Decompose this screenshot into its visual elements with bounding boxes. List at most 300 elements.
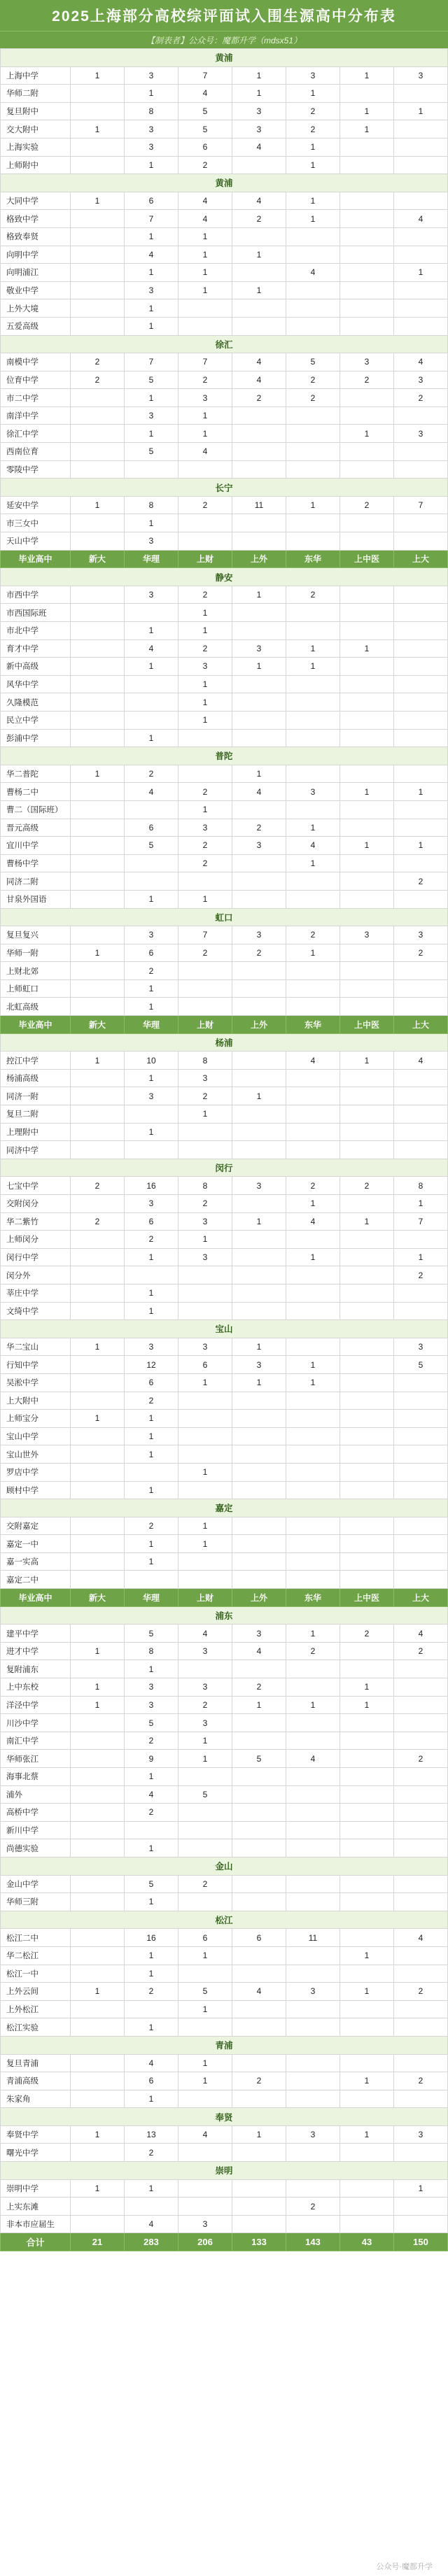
count-cell: 1 (340, 66, 394, 85)
header-cell: 新大 (71, 1016, 125, 1034)
count-cell (394, 890, 448, 908)
count-cell (394, 85, 448, 103)
school-row (1, 1821, 448, 1839)
count-cell (71, 299, 125, 318)
count-cell (286, 406, 340, 425)
count-cell (286, 604, 340, 622)
count-cell (340, 1571, 394, 1589)
school-name: 曹杨二中 (1, 783, 71, 801)
count-cell: 7 (178, 926, 232, 944)
count-cell (394, 604, 448, 622)
district-label: 长宁 (1, 479, 448, 497)
count-cell (178, 532, 232, 551)
count-cell (394, 1481, 448, 1499)
count-cell (286, 675, 340, 693)
count-cell (71, 890, 125, 908)
count-cell (232, 1732, 286, 1750)
count-cell: 2 (178, 496, 232, 514)
school-name: 上财北郊 (1, 962, 71, 980)
count-cell (286, 227, 340, 246)
count-cell (71, 1195, 125, 1213)
school-name: 大同中学 (1, 192, 71, 210)
count-cell: 1 (286, 138, 340, 156)
count-cell (178, 1481, 232, 1499)
school-row (1, 1123, 448, 1141)
count-cell (286, 1714, 340, 1732)
school-row (1, 2215, 448, 2233)
school-row (1, 227, 448, 246)
count-cell: 9 (125, 1750, 178, 1768)
count-cell (125, 693, 178, 712)
school-row (1, 711, 448, 729)
school-name: 新中高级 (1, 658, 71, 676)
count-cell (71, 1965, 125, 1983)
count-cell (232, 1517, 286, 1535)
count-cell: 1 (286, 819, 340, 837)
school-row (1, 85, 448, 103)
school-row (1, 1929, 448, 1947)
total-cell: 133 (232, 2233, 286, 2251)
school-name: 向明中学 (1, 246, 71, 264)
count-cell: 4 (178, 1625, 232, 1643)
count-cell: 1 (125, 1248, 178, 1266)
count-cell (286, 729, 340, 747)
count-cell: 1 (71, 1410, 125, 1428)
count-cell: 3 (178, 2215, 232, 2233)
count-cell: 3 (178, 1248, 232, 1266)
count-cell: 2 (178, 1696, 232, 1714)
count-cell: 4 (232, 1983, 286, 2001)
school-name: 交大附中 (1, 120, 71, 139)
school-name: 晋元高级 (1, 819, 71, 837)
count-cell (178, 1552, 232, 1571)
page-subtitle: 【制表者】公众号：魔都升学（mdsx51） (0, 31, 448, 48)
count-cell: 1 (340, 1983, 394, 2001)
count-cell: 1 (394, 102, 448, 120)
count-cell: 1 (232, 1087, 286, 1105)
count-cell (394, 246, 448, 264)
count-cell: 2 (178, 639, 232, 658)
school-row (1, 1356, 448, 1374)
count-cell (71, 210, 125, 228)
count-cell (232, 800, 286, 819)
school-name: 上海中学 (1, 66, 71, 85)
count-cell: 2 (394, 944, 448, 962)
school-name: 建平中学 (1, 1625, 71, 1643)
count-cell (232, 2144, 286, 2162)
count-cell (232, 1821, 286, 1839)
count-cell (232, 1965, 286, 1983)
count-cell (394, 1552, 448, 1571)
count-cell: 5 (178, 1983, 232, 2001)
count-cell: 1 (71, 192, 125, 210)
count-cell (394, 1965, 448, 1983)
count-cell: 1 (394, 1195, 448, 1213)
count-cell (178, 1768, 232, 1786)
count-cell (71, 998, 125, 1016)
school-row (1, 1839, 448, 1857)
district-row (1, 479, 448, 497)
count-cell (394, 1284, 448, 1302)
school-name: 华师一附 (1, 944, 71, 962)
count-cell (286, 1284, 340, 1302)
count-cell: 5 (125, 371, 178, 389)
count-cell (340, 1768, 394, 1786)
count-cell: 3 (125, 586, 178, 604)
school-name: 南模中学 (1, 353, 71, 371)
school-name: 华师三附 (1, 1893, 71, 1911)
school-name: 甘泉外国语 (1, 890, 71, 908)
count-cell: 4 (286, 264, 340, 282)
school-name: 华二普陀 (1, 765, 71, 783)
count-cell (71, 1785, 125, 1804)
count-cell (178, 1392, 232, 1410)
count-cell (286, 1804, 340, 1822)
count-cell (178, 460, 232, 479)
count-cell (286, 1785, 340, 1804)
count-cell (71, 1768, 125, 1786)
count-cell (340, 264, 394, 282)
count-cell (340, 622, 394, 640)
count-cell (286, 317, 340, 335)
school-name: 风华中学 (1, 675, 71, 693)
count-cell (286, 2000, 340, 2018)
count-cell: 3 (394, 66, 448, 85)
count-cell: 1 (125, 425, 178, 443)
school-row (1, 819, 448, 837)
count-cell (394, 998, 448, 1016)
count-cell (71, 281, 125, 299)
count-cell (340, 800, 394, 819)
school-name: 顾村中学 (1, 1481, 71, 1499)
count-cell (394, 1410, 448, 1428)
header-cell: 东华 (286, 1016, 340, 1034)
school-row (1, 1678, 448, 1697)
count-cell (125, 1463, 178, 1481)
count-cell: 1 (125, 264, 178, 282)
count-cell (394, 800, 448, 819)
school-name: 民立中学 (1, 711, 71, 729)
count-cell (394, 227, 448, 246)
count-cell (178, 1410, 232, 1428)
count-cell: 1 (232, 1338, 286, 1356)
count-cell: 2 (178, 1875, 232, 1893)
count-cell: 1 (71, 1052, 125, 1070)
count-cell (71, 1552, 125, 1571)
school-row (1, 1463, 448, 1481)
count-cell: 1 (71, 1983, 125, 2001)
school-name: 延安中学 (1, 496, 71, 514)
count-cell (71, 711, 125, 729)
count-cell: 4 (232, 783, 286, 801)
school-row (1, 1212, 448, 1231)
count-cell (286, 1266, 340, 1285)
count-cell (340, 1141, 394, 1159)
count-cell (340, 729, 394, 747)
count-cell: 1 (178, 227, 232, 246)
school-name: 华师张江 (1, 1750, 71, 1768)
count-cell (340, 227, 394, 246)
count-cell: 1 (340, 1696, 394, 1714)
school-row (1, 1392, 448, 1410)
count-cell (71, 2072, 125, 2090)
count-cell (394, 2144, 448, 2162)
count-cell (71, 1893, 125, 1911)
count-cell (71, 1732, 125, 1750)
count-cell (71, 264, 125, 282)
count-cell (71, 1714, 125, 1732)
count-cell (340, 819, 394, 837)
count-cell: 1 (178, 1535, 232, 1553)
count-cell (232, 1195, 286, 1213)
count-cell: 3 (232, 926, 286, 944)
school-row (1, 156, 448, 174)
count-cell: 1 (125, 1481, 178, 1499)
school-name: 上外云间 (1, 1983, 71, 2001)
count-cell: 1 (125, 299, 178, 318)
count-cell: 1 (125, 890, 178, 908)
school-name: 青浦高级 (1, 2072, 71, 2090)
count-cell (71, 729, 125, 747)
count-cell (340, 299, 394, 318)
school-row (1, 1893, 448, 1911)
district-label: 嘉定 (1, 1499, 448, 1517)
school-name: 市三女中 (1, 514, 71, 532)
school-row (1, 1732, 448, 1750)
count-cell (178, 1302, 232, 1320)
count-cell: 8 (125, 102, 178, 120)
count-cell (71, 1481, 125, 1499)
school-row (1, 765, 448, 783)
count-cell (286, 1463, 340, 1481)
count-cell (71, 156, 125, 174)
count-cell: 7 (125, 210, 178, 228)
count-cell (71, 425, 125, 443)
count-cell (340, 317, 394, 335)
count-cell (286, 1123, 340, 1141)
count-cell (394, 1373, 448, 1392)
header-cell: 上财 (178, 1016, 232, 1034)
count-cell (71, 2198, 125, 2216)
school-row (1, 2090, 448, 2108)
count-cell (394, 1821, 448, 1839)
count-cell (178, 1660, 232, 1678)
district-row (1, 2036, 448, 2054)
count-cell (340, 1087, 394, 1105)
count-cell (71, 1302, 125, 1320)
count-cell: 1 (340, 1946, 394, 1965)
count-cell: 5 (232, 1750, 286, 1768)
count-cell (340, 1821, 394, 1839)
count-cell (340, 1123, 394, 1141)
count-cell: 1 (286, 658, 340, 676)
count-cell: 1 (178, 1105, 232, 1124)
count-cell: 3 (125, 1696, 178, 1714)
school-row (1, 944, 448, 962)
count-cell: 1 (125, 514, 178, 532)
count-cell: 3 (178, 658, 232, 676)
count-cell (340, 1481, 394, 1499)
count-cell (286, 443, 340, 461)
school-row (1, 514, 448, 532)
count-cell (394, 1463, 448, 1481)
count-cell: 1 (125, 1965, 178, 1983)
school-row (1, 1410, 448, 1428)
count-cell (232, 1785, 286, 1804)
count-cell: 8 (178, 1177, 232, 1195)
count-cell: 6 (125, 192, 178, 210)
count-cell (71, 2090, 125, 2108)
school-name: 上海实验 (1, 138, 71, 156)
count-cell: 4 (232, 353, 286, 371)
count-cell (178, 2090, 232, 2108)
count-cell: 7 (394, 1212, 448, 1231)
district-row (1, 747, 448, 765)
count-cell: 4 (125, 246, 178, 264)
count-cell (340, 693, 394, 712)
count-cell (286, 2090, 340, 2108)
school-row (1, 1052, 448, 1070)
count-cell: 5 (125, 1714, 178, 1732)
count-cell (71, 1946, 125, 1965)
count-cell (340, 2018, 394, 2037)
school-name: 复旦青浦 (1, 2054, 71, 2072)
count-cell (286, 1965, 340, 1983)
count-cell (394, 1678, 448, 1697)
count-cell: 2 (178, 371, 232, 389)
count-cell (286, 532, 340, 551)
count-cell (394, 1445, 448, 1464)
count-cell (232, 1410, 286, 1428)
count-cell (232, 1839, 286, 1857)
district-row (1, 1857, 448, 1875)
count-cell (125, 1266, 178, 1285)
school-row (1, 979, 448, 998)
count-cell: 3 (178, 1678, 232, 1697)
count-cell (394, 2215, 448, 2233)
count-cell (286, 1087, 340, 1105)
count-cell (394, 1302, 448, 1320)
school-row (1, 1696, 448, 1714)
district-label: 普陀 (1, 747, 448, 765)
count-cell: 5 (286, 353, 340, 371)
count-cell (232, 1302, 286, 1320)
count-cell (340, 890, 394, 908)
count-cell: 3 (286, 2125, 340, 2144)
count-cell (178, 998, 232, 1016)
count-cell (232, 1141, 286, 1159)
count-cell: 2 (71, 371, 125, 389)
district-row (1, 2108, 448, 2126)
count-cell (340, 998, 394, 1016)
count-cell: 2 (125, 1804, 178, 1822)
count-cell (286, 800, 340, 819)
count-cell (286, 1302, 340, 1320)
count-cell: 3 (232, 120, 286, 139)
count-cell (125, 800, 178, 819)
school-row (1, 425, 448, 443)
count-cell (340, 2179, 394, 2198)
count-cell (232, 890, 286, 908)
count-cell: 2 (394, 2072, 448, 2090)
count-cell: 1 (125, 1445, 178, 1464)
school-row (1, 693, 448, 712)
count-cell (286, 1445, 340, 1464)
count-cell (394, 819, 448, 837)
count-cell: 4 (178, 85, 232, 103)
count-cell (340, 1785, 394, 1804)
count-cell: 1 (178, 2054, 232, 2072)
count-cell (394, 639, 448, 658)
school-name: 宝山中学 (1, 1427, 71, 1445)
school-row (1, 1373, 448, 1392)
count-cell: 3 (125, 281, 178, 299)
count-cell: 1 (286, 496, 340, 514)
count-cell (232, 2215, 286, 2233)
count-cell (394, 281, 448, 299)
school-row (1, 264, 448, 282)
school-row (1, 1642, 448, 1660)
count-cell (71, 246, 125, 264)
school-name: 上师虹口 (1, 979, 71, 998)
count-cell (394, 1105, 448, 1124)
count-cell (71, 1266, 125, 1285)
count-cell: 1 (125, 1660, 178, 1678)
count-cell (394, 1123, 448, 1141)
count-cell: 4 (286, 1052, 340, 1070)
count-cell (286, 1069, 340, 1087)
count-cell (394, 1660, 448, 1678)
header-cell: 上外 (232, 550, 286, 568)
count-cell (394, 1785, 448, 1804)
count-cell (394, 1571, 448, 1589)
count-cell: 1 (178, 2000, 232, 2018)
count-cell (286, 425, 340, 443)
header-cell: 华理 (125, 550, 178, 568)
count-cell (71, 658, 125, 676)
count-cell (71, 460, 125, 479)
school-name: 罗店中学 (1, 1463, 71, 1481)
district-label: 青浦 (1, 2036, 448, 2054)
count-cell: 1 (125, 1839, 178, 1857)
count-cell (286, 765, 340, 783)
count-cell (340, 1463, 394, 1481)
count-cell: 7 (178, 353, 232, 371)
count-cell (232, 622, 286, 640)
school-row (1, 1069, 448, 1087)
count-cell (394, 854, 448, 872)
count-cell: 5 (178, 1785, 232, 1804)
school-name: 市西中学 (1, 586, 71, 604)
count-cell (340, 281, 394, 299)
school-row (1, 998, 448, 1016)
count-cell: 2 (125, 1983, 178, 2001)
school-row (1, 2125, 448, 2144)
count-cell: 1 (125, 227, 178, 246)
total-cell: 150 (394, 2233, 448, 2251)
count-cell (286, 1571, 340, 1589)
count-cell (340, 1373, 394, 1392)
header-cell: 上外 (232, 1016, 286, 1034)
count-cell: 2 (232, 944, 286, 962)
count-cell: 7 (394, 496, 448, 514)
district-label: 闵行 (1, 1159, 448, 1177)
count-cell: 3 (125, 66, 178, 85)
count-cell (340, 854, 394, 872)
count-cell (232, 317, 286, 335)
count-cell: 1 (178, 622, 232, 640)
count-cell: 1 (125, 1946, 178, 1965)
